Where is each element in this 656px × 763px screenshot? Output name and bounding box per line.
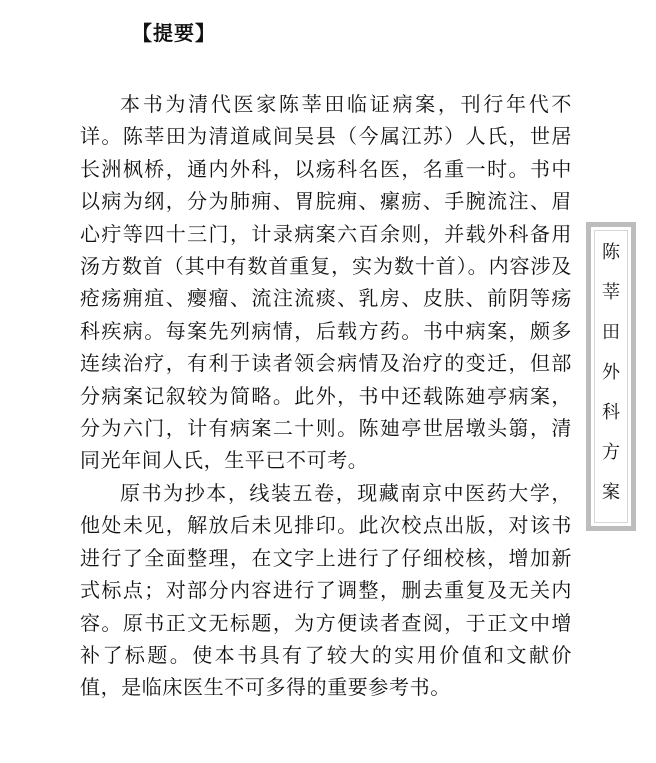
- side-tab-char: 科: [602, 402, 620, 423]
- page-title: [132, 19, 216, 47]
- side-tab-char: 陈: [602, 242, 620, 263]
- title-text: 提要: [153, 21, 195, 45]
- side-tab-char: 外: [602, 362, 620, 383]
- summary-paragraph-1: 本书为清代医家陈莘田临证病案，刊行年代不详。陈莘田为清道咸间吴县（今属江苏）人氏，世居长洲枫桥，通内外科，以疡科名医，名重一时。书中以病为纲，分为肺痈、胃脘痈、瘰疬、手腕流注、眉心疔等四十三门，计录病案六百余则，并载外科备用汤方数首（其中有数首重复，实为数十首）。内容涉及疮疡痈疽、瘿瘤、流注流痰、乳房、皮肤、前阴等疡科疾病。每案先列病情，后载方药。书中病案，颇多连续治疗，有利于读者领会病情及治疗的变迁，但部分病案记叙较为简略。此外，书中还载陈廸亭病案，分为六门，计有病案二十则。陈廸亭世居墩头篛，清同光年间人氏，生平已不可考。: [80, 92, 572, 473]
- book-title-side-tab: [586, 222, 636, 531]
- title-bracket-open: 【: [132, 21, 153, 45]
- side-tab-char: 田: [602, 322, 620, 343]
- title-bracket-close: 】: [195, 21, 216, 45]
- side-tab-char: 案: [602, 482, 620, 503]
- summary-body: [80, 88, 572, 704]
- side-tab-char: 莘: [602, 282, 620, 303]
- summary-paragraph-2: 原书为抄本，线装五卷，现藏南京中医药大学，他处未见，解放后未见排印。此次校点出版，对该书进行了全面整理，在文字上进行了仔细校核，增加新式标点；对部分内容进行了调整，删去重复及无关内容。原书正文无标题，为方便读者查阅，于正文中增补了标题。使本书具有了较大的实用价值和文献价值，是临床医生不可多得的重要参考书。: [80, 480, 572, 700]
- side-tab-char: 方: [602, 442, 620, 463]
